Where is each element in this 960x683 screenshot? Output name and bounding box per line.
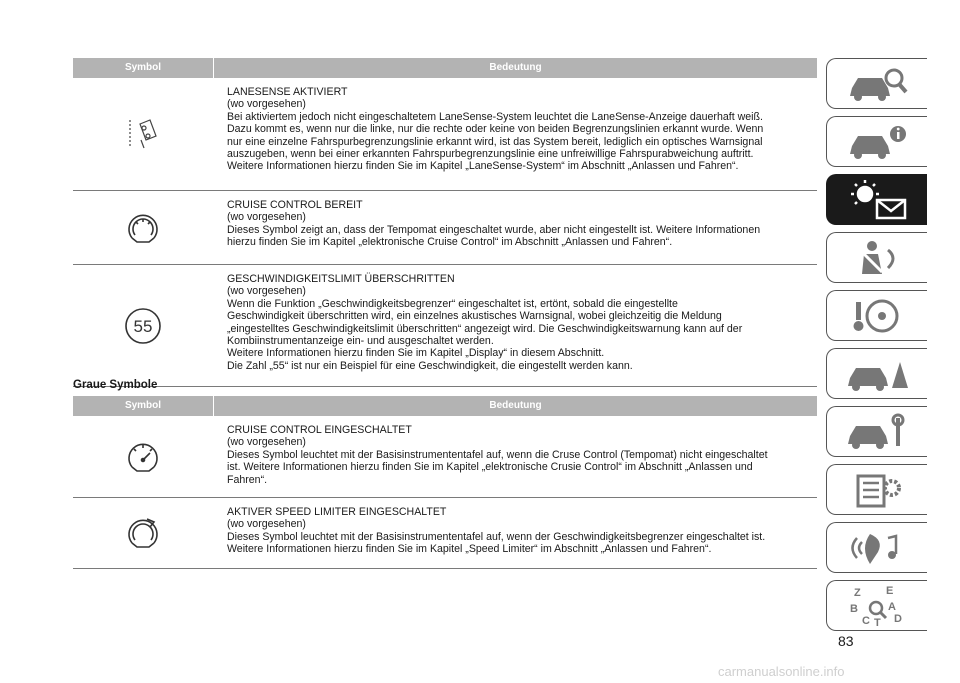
symbol-table-1 — [73, 58, 817, 387]
steering-wheel-key-icon — [842, 296, 912, 336]
row-title: AKTIVER SPEED LIMITER EINGESCHALTET — [227, 506, 447, 518]
section-title: Graue Symbole — [73, 379, 158, 391]
tab-car-search[interactable] — [826, 58, 927, 109]
tab-emergency[interactable] — [826, 348, 927, 399]
table-row — [73, 265, 817, 387]
row-title: CRUISE CONTROL EINGESCHALTET — [227, 424, 412, 436]
car-service-icon — [842, 412, 912, 452]
header-meaning: Bedeutung — [213, 396, 817, 416]
row-text: auszugeben, wenn bei einer erkannten Fahrspurbegrenzungslinie eine unfreiwillige Fahrspurabweichung auftritt. — [227, 148, 754, 161]
meaning-cell — [213, 498, 817, 568]
table-row — [73, 498, 817, 569]
row-text: Kombiinstrumentanzeige ein- und ausgeschaltet werden. — [227, 335, 494, 348]
row-text: Dieses Symbol leuchtet mit der Basisinstrumententafel auf, wenn die Cruse Control (Tempomat) nicht eingeschaltet — [227, 448, 768, 461]
index-letter: E — [886, 584, 894, 597]
index-letter: T — [874, 616, 881, 628]
row-note: (wo vorgesehen) — [227, 436, 306, 449]
car-warning-icon — [842, 354, 912, 394]
row-title: LANESENSE AKTIVIERT — [227, 86, 348, 98]
row-text: nur eine einzelne Fahrspurbegrenzungslinie erkannt wird, ist das System bereit, lediglich ein optisches Warnsignal — [227, 135, 763, 148]
row-text: hierzu finden Sie im Kapitel „elektronische Cruise Control“ im Abschnitt „Anlassen und Fahren“. — [227, 236, 673, 249]
table-header — [73, 396, 817, 416]
chapter-tabs — [826, 58, 928, 638]
meaning-cell — [213, 78, 817, 190]
speed-limiter-on-icon — [123, 513, 163, 553]
row-text: Bei aktiviertem jedoch nicht eingeschaltetem LaneSense-System leuchtet die LaneSense-Anzeige dauerhaft weiß. — [227, 110, 763, 123]
header-symbol: Symbol — [124, 62, 162, 73]
cruise-control-on-icon — [123, 437, 163, 477]
tab-starting-driving[interactable] — [826, 290, 927, 341]
table-row — [73, 78, 817, 191]
row-text: Weitere Informationen hierzu finden Sie im Kapitel „LaneSense-System“ im Abschnitt „Anlassen und Fahren“. — [227, 160, 739, 173]
row-text: Weitere Informationen hierzu finden Sie im Kapitel „Speed Limiter“ im Abschnitt „Anlassen und Fahren“. — [227, 543, 712, 556]
tab-specifications[interactable] — [826, 464, 927, 515]
row-text: ist. Weitere Informationen hierzu finden Sie im Kapitel „elektronische Crusie Control“ im Abschnitt „Anlassen und — [227, 461, 753, 474]
row-note: (wo vorgesehen) — [227, 98, 306, 111]
row-text: Dieses Symbol zeigt an, dass der Tempomat eingeschaltet wurde, aber nicht eingestellt ist. Weitere Informationen — [227, 223, 761, 236]
header-meaning: Bedeutung — [213, 58, 817, 78]
meaning-cell — [213, 265, 817, 386]
seatbelt-airbag-icon — [842, 238, 912, 278]
tab-index[interactable] — [826, 580, 927, 631]
row-text: Geschwindigkeit überschritten wird, ein einzelnes akustisches Warnsignal, wobei gleichzeitig die Meldung — [227, 310, 722, 323]
header-symbol: Symbol — [124, 400, 162, 411]
watermark: carmanualsonline.info — [718, 664, 845, 679]
table-row — [73, 191, 817, 265]
symbol-cell — [73, 416, 213, 497]
tab-multimedia[interactable] — [826, 522, 927, 573]
symbol-cell — [73, 498, 213, 568]
index-abc-icon — [842, 584, 912, 628]
symbol-table-2 — [73, 396, 817, 569]
tab-service[interactable] — [826, 406, 927, 457]
symbol-cell — [73, 265, 213, 386]
page-number: 83 — [838, 633, 854, 649]
tab-warning-lights[interactable] — [826, 174, 927, 225]
row-text: Weitere Informationen hierzu finden Sie im Kapitel „Display“ in diesem Abschnitt. — [227, 347, 605, 360]
row-title: GESCHWINDIGKEITSLIMIT ÜBERSCHRITTEN — [227, 273, 455, 285]
row-note: (wo vorgesehen) — [227, 211, 306, 224]
cruise-control-ready-icon — [123, 208, 163, 248]
row-text: „eingestelltes Geschwindigkeitslimit überschritten“ angezeigt wird. Die Geschwindigkeitswarnung kann auf der — [227, 322, 743, 335]
car-info-icon — [842, 122, 912, 162]
tab-safety[interactable] — [826, 232, 927, 283]
row-note: (wo vorgesehen) — [227, 518, 306, 531]
speed-limit-value: 55 — [133, 316, 153, 336]
index-letter: C — [862, 614, 870, 627]
index-letter: B — [850, 602, 858, 615]
multimedia-icon — [842, 528, 912, 568]
row-text: Wenn die Funktion „Geschwindigkeitsbegrenzer“ eingeschaltet ist, ertönt, sobald die eingestellte — [227, 297, 678, 310]
index-letter: Z — [854, 586, 861, 599]
car-search-icon — [842, 64, 912, 104]
row-text: Dazu kommt es, wenn nur die linke, nur die rechte oder keine von beiden Begrenzungslinien erkannt wurde. Wenn — [227, 123, 764, 136]
row-text: Fahren“. — [227, 473, 268, 486]
table-row — [73, 416, 817, 498]
meaning-cell — [213, 191, 817, 264]
index-letter: A — [888, 600, 896, 613]
meaning-cell — [213, 416, 817, 497]
warning-light-message-icon — [837, 178, 917, 222]
row-text: Die Zahl „55“ ist nur ein Beispiel für eine Geschwindigkeit, die eingestellt werden kann. — [227, 359, 633, 372]
speed-limit-55-icon — [123, 306, 163, 346]
row-title: CRUISE CONTROL BEREIT — [227, 199, 363, 211]
row-text: Dieses Symbol leuchtet mit der Basisinstrumententafel auf, wenn der Geschwindigkeitsbegrenzer eingeschaltet ist. — [227, 530, 766, 543]
tab-car-info[interactable] — [826, 116, 927, 167]
lanesense-icon — [126, 114, 160, 154]
table-header — [73, 58, 817, 78]
specifications-gear-icon — [842, 470, 912, 510]
symbol-cell — [73, 191, 213, 264]
index-letter: D — [894, 612, 902, 625]
row-note: (wo vorgesehen) — [227, 285, 306, 298]
symbol-cell — [73, 78, 213, 190]
